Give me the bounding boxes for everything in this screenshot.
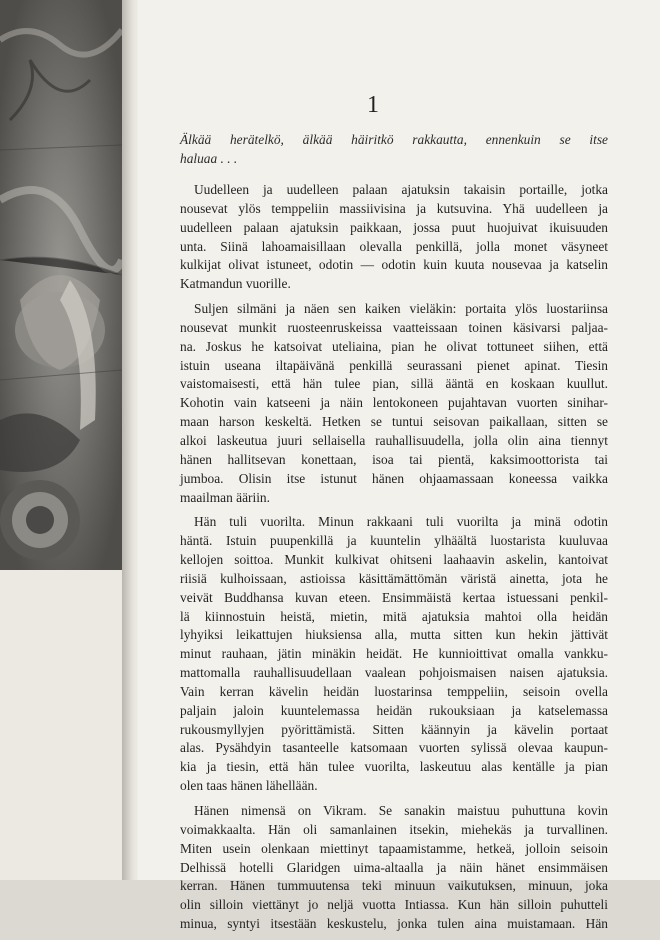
paragraph — [180, 300, 608, 507]
right-page — [138, 0, 660, 932]
text-line: paljain jaloin kuuntelemassa heidän rukouksiaan ja katselemassa — [180, 702, 608, 718]
epigraph — [180, 130, 608, 168]
chapter-number: 1 — [367, 92, 379, 118]
text-line: maailman ääriin. — [180, 489, 270, 505]
text-line: nousevat munkit ruosteenruskeissa vaatteissaan toinen käsivarsi paljaa- — [180, 319, 608, 335]
text-line: kerran. Hänen tummuutensa teki minuun vaikutuksen, minuun, joka — [180, 878, 608, 894]
text-line: kulkijat olivat istuneet, odotin — odotin kuin kuuta nousevaa ja katselin — [180, 257, 608, 273]
body-text — [180, 181, 608, 940]
text-line: Kohotin vain katseeni ja näin lentokoneen pujahtavan vuorten sinihar- — [180, 395, 608, 411]
paragraph — [180, 181, 608, 294]
text-line: kellojen soittoa. Munkit kulkivat ohitseni laahaavin askelin, kantoivat — [180, 552, 608, 568]
text-line: hänen hallitsevan konettaan, isoa tai pientä, kaksimoottorista tai — [180, 451, 608, 467]
text-line: uudelleen palaan ajatuksin paikkaan, jossa puut huojuivat ikuisuuden — [180, 219, 608, 235]
text-line: lä kiinnostuin heistä, mietin, mitä ajatuksia mahtoi olla heidän — [180, 608, 608, 624]
text-line: Vain kerran kävelin heidän luostarinsa temppeliin, seisoin ovella — [180, 683, 608, 699]
text-line: riisiä kulhoissaan, astioissa käsittämättömän väristä ainetta, jota he — [180, 570, 608, 586]
text-line: maan harson keskeltä. Hetken se tuntui seisovan paikallaan, sitten se — [180, 414, 608, 430]
text-line: Hänen nimensä on Vikram. Se sanakin maistuu puhuttuna kovin — [194, 803, 608, 818]
text-line: olen taas hänen lähellään. — [180, 778, 318, 794]
text-line: istuin useana iltapäivänä penkillä seurassani pienet apinat. Tiesin — [180, 357, 608, 373]
text-line: alas. Pysähdyin tasanteelle katsomaan vuorten sylissä olevaa kaupun- — [180, 740, 608, 756]
text-line: Suljen silmäni ja näen sen kaiken vieläkin: portaita ylös luostariinsa — [194, 301, 608, 317]
text-line: na. Joskus he katsoivat uteliaina, pian he olivat tottuneet siihen, että — [180, 338, 608, 354]
text-line: nousevat ylös temppeliin massiivisina ja kutsuvina. Yhä uudelleen ja — [180, 200, 608, 216]
text-line: kia ja tiesin, että hän tulee vuorilta, laskeutuu alas kentälle ja pian — [180, 759, 608, 775]
left-page — [0, 0, 132, 880]
text-line: vaistomaisesti, että hän tulee pian, sillä ääntä en koskaan kuullut. — [180, 376, 608, 392]
text-line: minua, syntyi itsestään keskustelu, jonka tulen aina muistamaan. Hän — [180, 916, 608, 932]
text-line: alkoi laskeutua juuri sellaisella rauhallisuudella, jolla olin aina tiennyt — [180, 432, 608, 448]
paragraph — [180, 802, 608, 934]
text-line: häntä. Istuin puupenkillä ja kuuntelin ylhäältä luostarista kuuluvaa — [180, 533, 608, 549]
epigraph-line: Älkää herätelkö, älkää häiritkö rakkautta, ennenkuin se itse — [180, 132, 608, 147]
text-line: olin silloin viettänyt jo neljä vuotta Intiassa. Kun hän silloin puhutteli — [180, 897, 608, 913]
text-line: Katmandun vuorille. — [180, 276, 291, 292]
text-line: Delhissä hotelli Glaridgen uima-altaalla ja näin hänet ensimmäisen — [180, 859, 608, 875]
text-line: rukousmyllyjen pyörittämistä. Sitten käännyin ja kävelin portaat — [180, 721, 608, 737]
stone-relief-photo — [0, 0, 122, 570]
paragraph — [180, 513, 608, 796]
text-line: voimakkaalta. Hän oli samanlainen itsekin, miehekäs ja turvallinen. — [180, 821, 608, 837]
text-line: lyhyiksi leikattujen hiuksiensa alla, mutta sitten kun hekin jättivät — [180, 627, 608, 643]
text-line: unta. Siinä lahoamaisillaan olevalla penkillä, jolla monet väsyneet — [180, 238, 608, 254]
text-line: mattomalla rauhallisuudellaan vaalean pohjoismaisen naisen ajatuksia. — [180, 665, 608, 681]
text-line: jumboa. Olisin itse istunut hänen ohjaamassaan koneessa vaikka — [180, 470, 608, 486]
text-line: Uudelleen ja uudelleen palaan ajatuksin takaisin portaille, jotka — [194, 182, 608, 197]
text-line: Hän tuli vuorilta. Minun rakkaani tuli vuorilta ja minä odotin — [194, 514, 608, 530]
epigraph-line: haluaa . . . — [180, 151, 238, 166]
text-line: minut rauhaan, jätin minäkin heidät. He kunnioittivat omalla vankku- — [180, 646, 608, 662]
text-line: veivät Buddhansa kuvan eteen. Ensimmäistä kertaa istuessani penkil- — [180, 589, 608, 605]
text-line: Miten usein olenkaan miettinyt tapaamistamme, hetkeä, jolloin seisoin — [180, 840, 608, 856]
